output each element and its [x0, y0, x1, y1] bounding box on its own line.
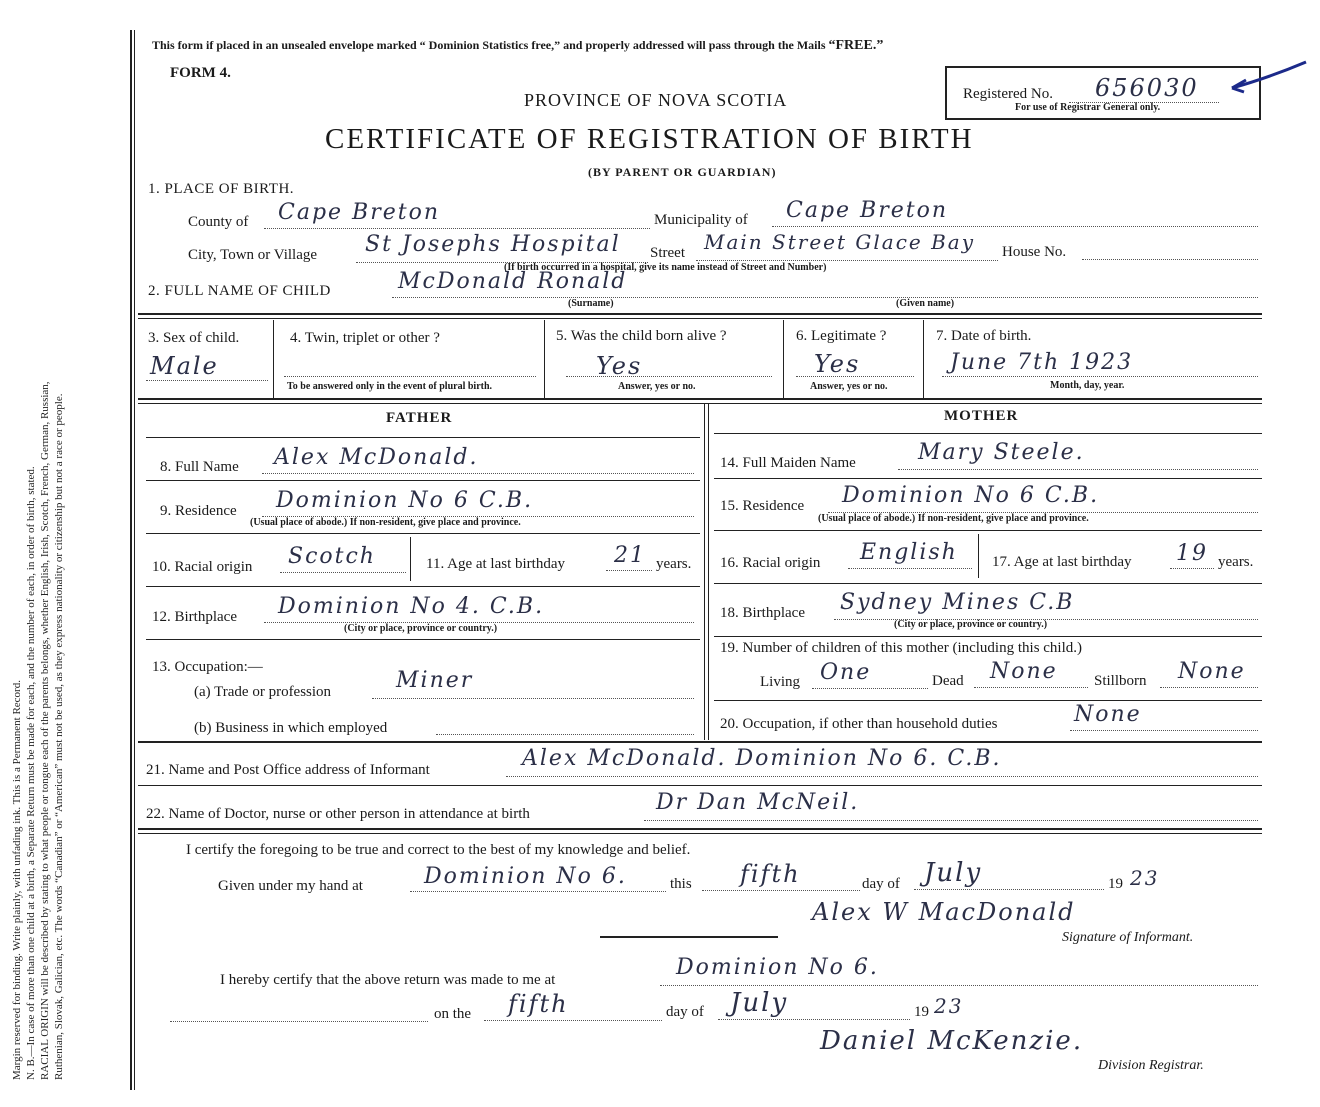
mother-children-label: 19. Number of children of this mother (including this child.) [720, 640, 1083, 656]
registrar-day-of-label: day of [666, 1004, 704, 1020]
father-trade-label: (a) Trade or profession [194, 684, 332, 700]
father-residence-value: Dominion No 6 C.B. [276, 488, 534, 513]
living-value: One [820, 660, 872, 685]
given-place-value: Dominion No 6. [424, 864, 627, 889]
mother-residence-note: (Usual place of abode.) If non-resident, give place and province. [818, 513, 1089, 524]
city-value: St Josephs Hospital [365, 232, 621, 257]
side-note-2: N. B.—In case of more than one child at a birth, a Separate Return must be made for each, and the number of each, in order of birth, stated. [25, 466, 37, 1080]
registrar-signature: Daniel McKenzie. [820, 1026, 1084, 1056]
province-heading: PROVINCE OF NOVA SCOTIA [524, 90, 788, 110]
father-age-label: 11. Age at last birthday [426, 556, 565, 572]
father-trade-value: Miner [396, 668, 474, 693]
street-label: Street [650, 245, 685, 261]
father-racial-value: Scotch [288, 544, 376, 569]
alive-value: Yes [596, 352, 643, 380]
father-birthplace-value: Dominion No 4. C.B. [278, 594, 545, 619]
county-value: Cape Breton [278, 200, 441, 225]
registrar-statement: I hereby certify that the above return was made to me at [220, 972, 556, 988]
side-notes [10, 20, 66, 1080]
father-age-suffix: years. [656, 556, 692, 572]
twin-label: 4. Twin, triplet or other ? [290, 330, 440, 346]
registrar-day-value: fifth [508, 990, 569, 1018]
father-racial-label: 10. Racial origin [152, 559, 253, 575]
alive-label: 5. Was the child born alive ? [556, 328, 727, 344]
legitimate-value: Yes [814, 350, 861, 378]
father-residence-note: (Usual place of abode.) If non-resident, give place and province. [250, 517, 521, 528]
dead-value: None [990, 659, 1058, 684]
informant-signature-label: Signature of Informant. [1062, 930, 1194, 945]
municipality-label: Municipality of [654, 212, 748, 228]
dead-label: Dead [932, 673, 964, 689]
mother-residence-value: Dominion No 6 C.B. [842, 483, 1100, 508]
dob-label: 7. Date of birth. [936, 328, 1032, 344]
doctor-label: 22. Name of Doctor, nurse or other person in attendance at birth [146, 806, 530, 822]
mother-age-suffix: years. [1218, 554, 1254, 570]
on-the-label: on the [434, 1006, 472, 1022]
registrar-signature-label: Division Registrar. [1098, 1058, 1204, 1073]
registrar-month-value: July [730, 988, 789, 1018]
year-prefix: 19 [1108, 876, 1123, 892]
street-value: Main Street Glace Bay [704, 230, 976, 254]
house-label: House No. [1002, 244, 1067, 260]
city-label: City, Town or Village [188, 247, 318, 263]
side-note-4: Ruthenian, Slovak, Galician, etc. The words “Canadian” or “American” must not be used, as they express nationality or citizenship but not a race or people. [53, 393, 65, 1080]
mother-occupation-value: None [1074, 702, 1142, 727]
mother-heading: MOTHER [944, 408, 1019, 424]
registrar-year-prefix: 19 [914, 1004, 929, 1020]
county-label: County of [188, 214, 249, 230]
mother-birthplace-value: Sydney Mines C.B [840, 590, 1075, 615]
mother-name-value: Mary Steele. [918, 440, 1085, 465]
stillborn-value: None [1178, 659, 1246, 684]
given-name-note: (Given name) [896, 298, 955, 309]
father-age-value: 21 [614, 543, 646, 568]
registrar-year-value: 23 [934, 994, 964, 1018]
legitimate-note: Answer, yes or no. [810, 381, 888, 392]
dob-value: June 7th 1923 [950, 350, 1134, 375]
mail-notice: This form if placed in an unsealed envelope marked “ Dominion Statistics free,” and properly addressed will pass through the Mails “FREE.” [152, 38, 884, 53]
page-title: CERTIFICATE OF REGISTRATION OF BIRTH [325, 123, 974, 155]
living-label: Living [760, 674, 800, 690]
father-business-label: (b) Business in which employed [194, 720, 388, 736]
margin-rule [130, 30, 132, 1090]
twin-note: To be answered only in the event of plural birth. [287, 381, 493, 392]
mother-age-value: 19 [1176, 541, 1208, 566]
sex-label: 3. Sex of child. [148, 330, 240, 346]
month-value: July [924, 858, 983, 888]
mother-age-label: 17. Age at last birthday [992, 554, 1132, 570]
informant-label: 21. Name and Post Office address of Informant [146, 762, 430, 778]
subtitle: (BY PARENT OR GUARDIAN) [588, 165, 777, 179]
mother-name-label: 14. Full Maiden Name [720, 455, 856, 471]
this-day-value: fifth [740, 860, 801, 888]
registered-note: For use of Registrar General only. [1015, 102, 1161, 113]
hospital-note: (If birth occurred in a hospital, give its name instead of Street and Number) [504, 262, 827, 273]
father-occupation-label: 13. Occupation:— [152, 659, 263, 675]
registered-box [945, 66, 1261, 120]
sex-value: Male [150, 352, 219, 380]
given-under-label: Given under my hand at [218, 878, 363, 894]
certify-statement: I certify the foregoing to be true and correct to the best of my knowledge and belief. [186, 842, 691, 858]
day-of-label: day of [862, 876, 900, 892]
this-label: this [670, 876, 692, 892]
father-birthplace-note: (City or place, province or country.) [344, 623, 498, 634]
legitimate-label: 6. Legitimate ? [796, 328, 887, 344]
informant-value: Alex McDonald. Dominion No 6. C.B. [522, 746, 1002, 771]
side-note-3: RACIAL ORIGIN will be described by stating to what people or tongue each of the parents belongs, whether English, Irish, Scotch, French, German, Russian, [39, 381, 51, 1080]
side-note-1: Margin reserved for binding. Write plainly, with unfading ink. This is a Permanent Record. [11, 680, 23, 1080]
mother-birthplace-label: 18. Birthplace [720, 605, 805, 621]
dob-note: Month, day, year. [1050, 380, 1125, 391]
municipality-value: Cape Breton [786, 198, 949, 223]
mother-racial-label: 16. Racial origin [720, 555, 821, 571]
surname-note: (Surname) [568, 298, 614, 309]
mother-residence-label: 15. Residence [720, 498, 805, 514]
place-of-birth-heading: 1. PLACE OF BIRTH. [148, 181, 295, 197]
father-name-label: 8. Full Name [160, 459, 239, 475]
form-number: FORM 4. [170, 65, 231, 81]
mother-birthplace-note: (City or place, province or country.) [894, 619, 1048, 630]
alive-note: Answer, yes or no. [618, 381, 696, 392]
mother-racial-value: English [860, 540, 958, 565]
mother-occupation-label: 20. Occupation, if other than household duties [720, 716, 998, 732]
registered-number: 656030 [1095, 74, 1199, 102]
margin-rule-inner [134, 30, 135, 1090]
father-birthplace-label: 12. Birthplace [152, 609, 237, 625]
year-value: 23 [1130, 866, 1160, 890]
informant-signature: Alex W MacDonald [812, 898, 1076, 926]
father-heading: FATHER [386, 410, 453, 426]
child-name-value: McDonald Ronald [398, 269, 628, 294]
father-name-value: Alex McDonald. [274, 445, 479, 470]
registered-label: Registered No. [963, 86, 1053, 102]
father-residence-label: 9. Residence [160, 503, 237, 519]
doctor-value: Dr Dan McNeil. [656, 790, 860, 815]
pen-tick-mark [1228, 56, 1310, 96]
child-name-label: 2. FULL NAME OF CHILD [148, 283, 331, 299]
registrar-place-value: Dominion No 6. [676, 955, 879, 980]
stillborn-label: Stillborn [1094, 673, 1147, 689]
